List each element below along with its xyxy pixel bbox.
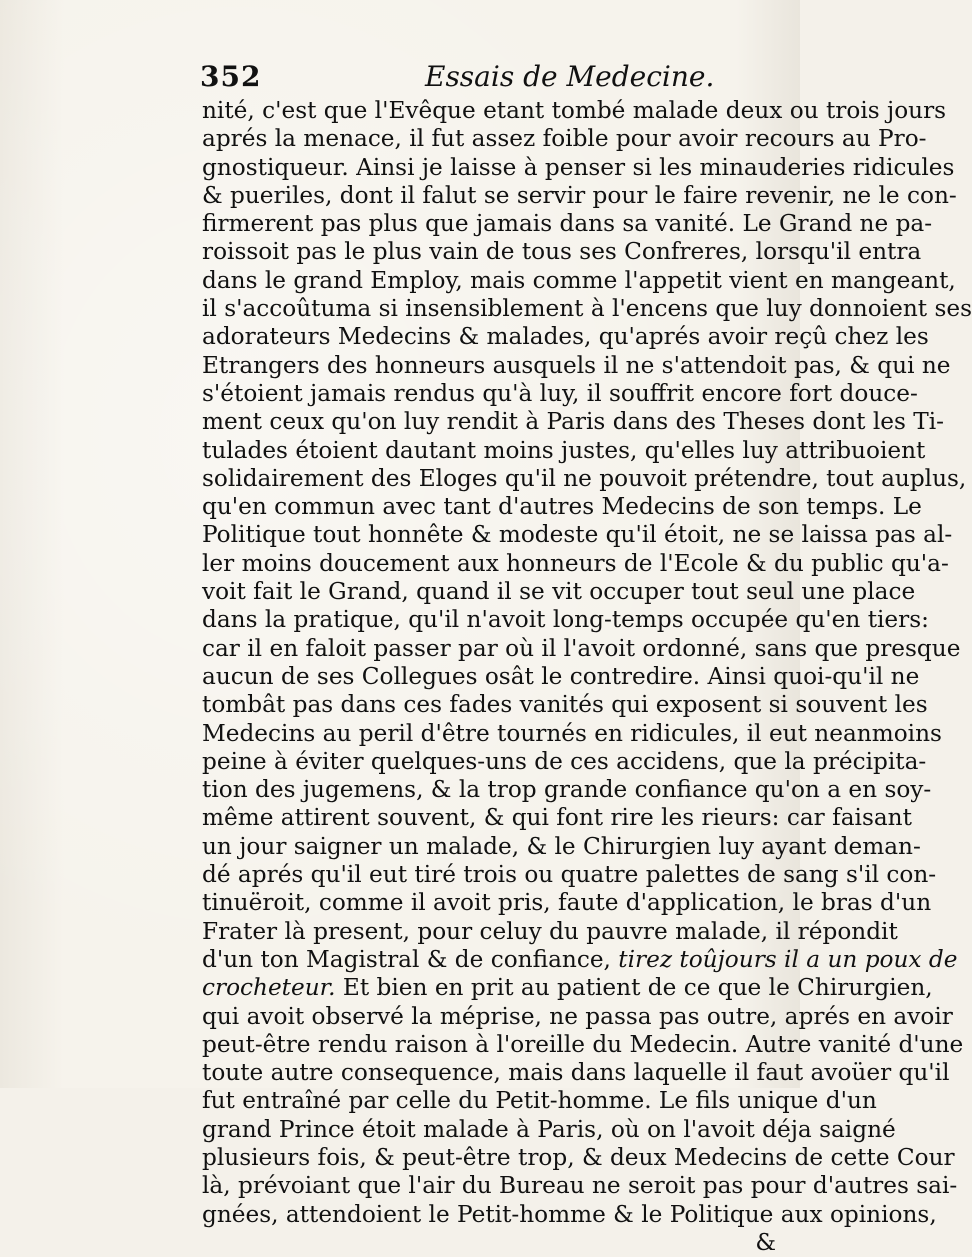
text-line: tinuëroit, comme il avoit pris, faute d'application, le bras d'un <box>202 889 932 917</box>
text-line: même attirent souvent, & qui font rire les rieurs: car faisant <box>202 804 912 832</box>
text-line: tulades étoient dautant moins justes, qu'elles luy attribuoient <box>202 436 926 464</box>
text-line: adorateurs Medecins & malades, qu'aprés avoir reçû chez les <box>202 323 929 351</box>
italic-quote-end: crocheteur. <box>202 974 336 1002</box>
text-line: plusieurs fois, & peut-être trop, & deux Medecins de cette Cour <box>202 1143 955 1171</box>
text-line: ler moins doucement aux honneurs de l'Ecole & du public qu'a- <box>202 549 949 577</box>
text-line: s'étoient jamais rendus qu'à luy, il souffrit encore fort douce- <box>202 379 918 407</box>
text-line: solidairement des Eloges qu'il ne pouvoit prétendre, tout auplus, <box>202 464 967 492</box>
text-line: Medecins au peril d'être tournés en ridicules, il eut neanmoins <box>202 719 942 747</box>
catchword: & <box>755 1228 776 1256</box>
text-line: qui avoit observé la méprise, ne passa pas outre, aprés en avoir <box>202 1002 953 1030</box>
text-span: Et bien en prit au patient de ce que le Chirurgien, <box>335 974 933 1002</box>
text-line: il s'accoûtuma si insensiblement à l'encens que luy donnoient ses <box>202 295 972 323</box>
text-line: & pueriles, dont il falut se servir pour le faire revenir, ne le con- <box>202 181 957 209</box>
page-header <box>200 60 800 100</box>
text-line: aucun de ses Collegues osât le contredire. Ainsi quoi-qu'il ne <box>202 662 920 690</box>
text-line: Politique tout honnête & modeste qu'il étoit, ne se laissa pas al- <box>202 521 953 549</box>
text-line: un jour saigner un malade, & le Chirurgien luy ayant deman- <box>202 832 921 860</box>
running-head: Essais de Medecine. <box>425 60 715 93</box>
text-line: Frater là present, pour celuy du pauvre malade, il répondit <box>202 917 898 945</box>
text-line: grand Prince étoit malade à Paris, où on l'avoit déja saigné <box>202 1115 896 1143</box>
text-line: tombât pas dans ces fades vanités qui exposent si souvent les <box>202 691 928 719</box>
text-line: car il en faloit passer par où il l'avoit ordonné, sans que presque <box>202 634 961 662</box>
text-line: toute autre consequence, mais dans laquelle il faut avoüer qu'il <box>202 1059 950 1087</box>
text-line: là, prévoiant que l'air du Bureau ne seroit pas pour d'autres sai- <box>202 1172 958 1200</box>
text-line: gnostiqueur. Ainsi je laisse à penser si les minauderies ridicules <box>202 153 955 181</box>
text-line: qu'en commun avec tant d'autres Medecins de son temps. Le <box>202 493 922 521</box>
text-line: dans le grand Employ, mais comme l'appetit vient en mangeant, <box>202 266 956 294</box>
text-line: nité, c'est que l'Evêque etant tombé malade deux ou trois jours <box>202 97 947 124</box>
text-line: firmerent pas plus que jamais dans sa vanité. Le Grand ne pa- <box>202 210 933 238</box>
page-number: 352 <box>200 60 262 93</box>
text-line: fut entraîné par celle du Petit-homme. Le fils unique d'un <box>202 1087 877 1115</box>
text-line <box>202 945 958 974</box>
text-line: voit fait le Grand, quand il se vit occuper tout seul une place <box>202 578 916 606</box>
text-line: peine à éviter quelques-uns de ces accidens, que la précipita- <box>202 747 927 775</box>
text-line: aprés la menace, il fut assez foible pour avoir recours au Pro- <box>202 125 927 153</box>
body-text <box>202 97 972 1257</box>
text-line: peut-être rendu raison à l'oreille du Medecin. Autre vanité d'une <box>202 1030 964 1058</box>
text-span: d'un ton Magistral & de confiance, <box>202 945 619 973</box>
text-line: dans la pratique, qu'il n'avoit long-temps occupée qu'en tiers: <box>202 606 929 634</box>
text-line: dé aprés qu'il eut tiré trois ou quatre palettes de sang s'il con- <box>202 861 937 889</box>
text-line: Etrangers des honneurs ausquels il ne s'attendoit pas, & qui ne <box>202 351 951 379</box>
text-line: gnées, attendoient le Petit-homme & le Politique aux opinions, <box>202 1200 937 1228</box>
text-line <box>202 974 933 1002</box>
text-line: ment ceux qu'on luy rendit à Paris dans des Theses dont les Ti- <box>202 408 944 436</box>
text-line: roissoit pas le plus vain de tous ses Confreres, lorsqu'il entra <box>202 238 922 266</box>
italic-quote: tirez toûjours il a un poux de <box>618 945 958 973</box>
text-line: tion des jugemens, & la trop grande confiance qu'on a en soy- <box>202 776 932 804</box>
